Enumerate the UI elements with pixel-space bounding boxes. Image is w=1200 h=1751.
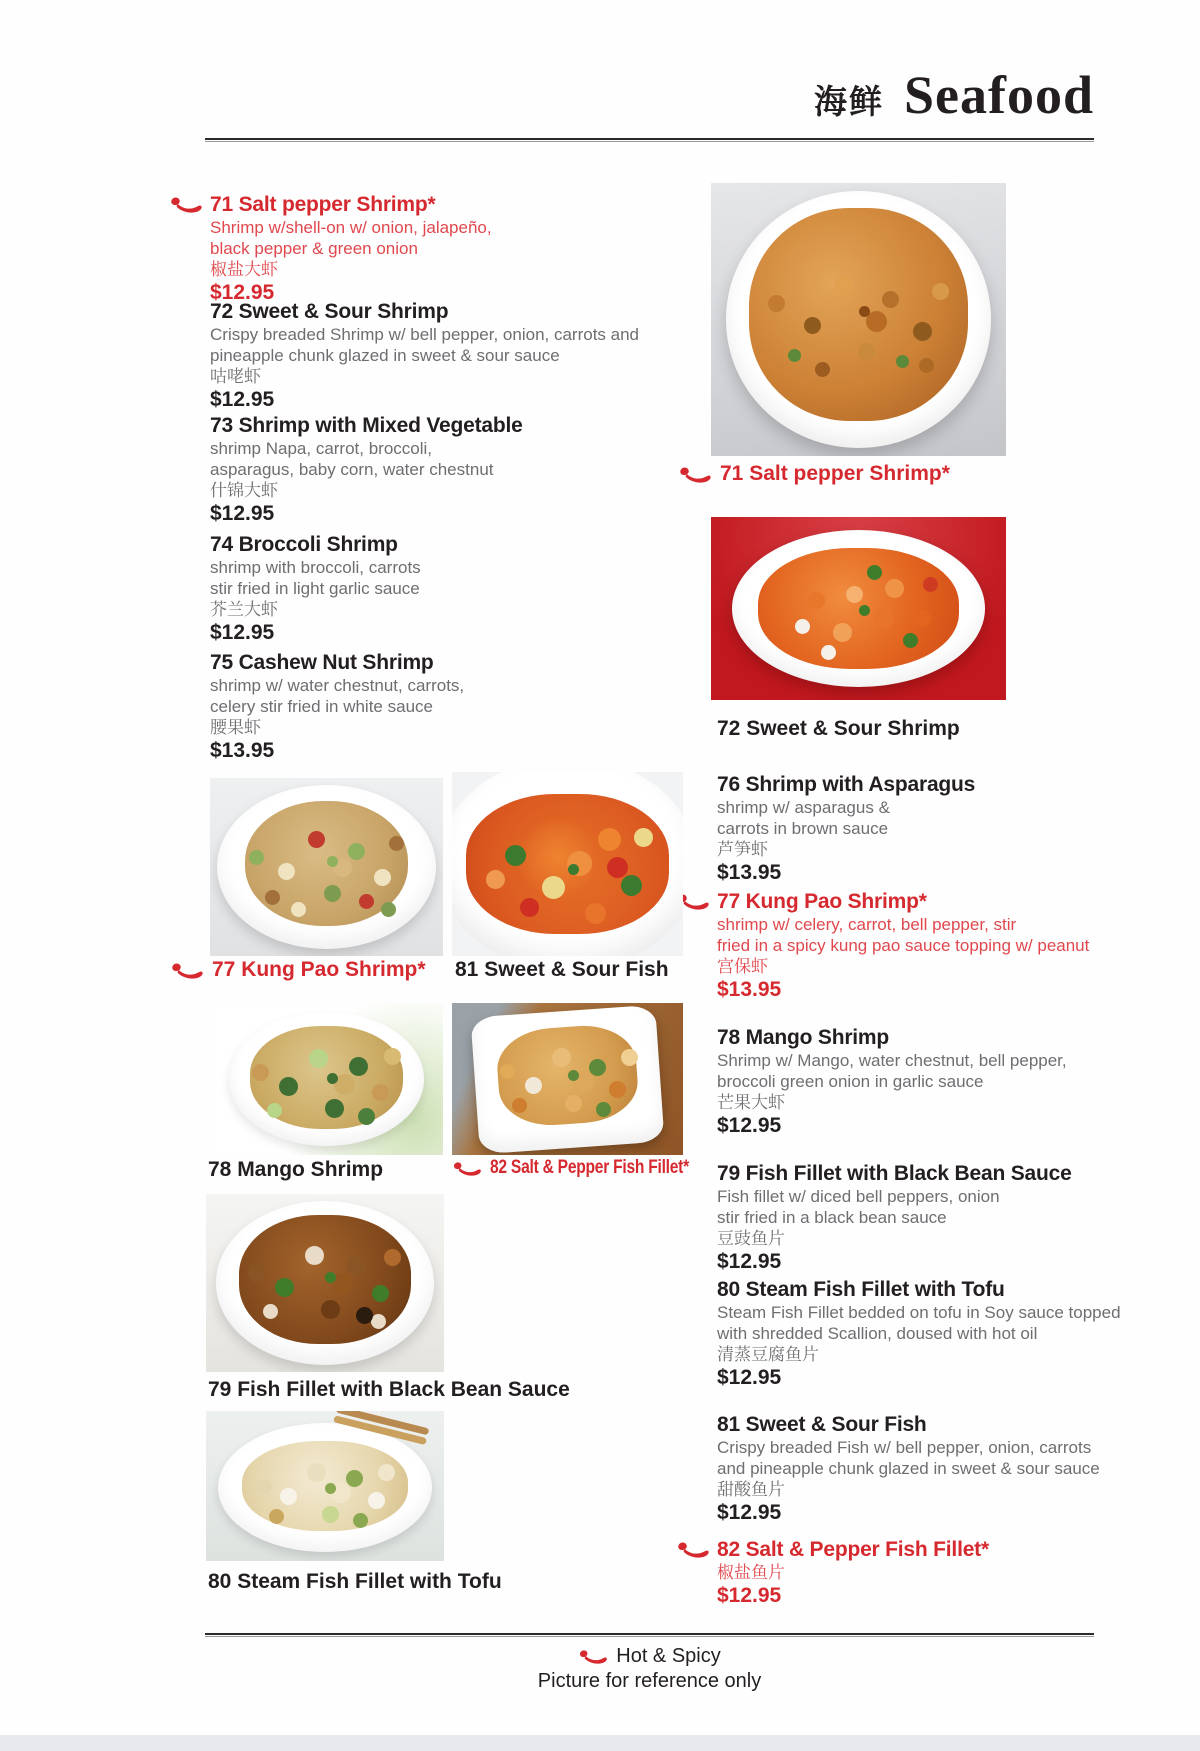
photo-caption-77 bbox=[170, 958, 426, 982]
item-title: 81 Sweet & Sour Fish bbox=[717, 1413, 927, 1436]
item-desc: Shrimp w/ Mango, water chestnut, bell pepper, bbox=[717, 1051, 1067, 1070]
photo-caption-78 bbox=[208, 1158, 383, 1182]
item-title: 79 Fish Fillet with Black Bean Sauce bbox=[717, 1162, 1072, 1185]
menu-item-71 bbox=[210, 192, 650, 305]
chili-icon bbox=[578, 1648, 608, 1665]
item-title: 73 Shrimp with Mixed Vegetable bbox=[210, 414, 523, 437]
item-title: 82 Salt & Pepper Fish Fillet* bbox=[717, 1538, 989, 1561]
caption-text: 71 Salt pepper Shrimp* bbox=[720, 462, 950, 485]
menu-item-75 bbox=[210, 650, 650, 763]
item-desc: shrimp w/ celery, carrot, bell pepper, stir bbox=[717, 915, 1017, 934]
footer-divider bbox=[205, 1633, 1094, 1637]
item-desc: broccoli green onion in garlic sauce bbox=[717, 1072, 984, 1091]
caption-text: 77 Kung Pao Shrimp* bbox=[212, 958, 426, 981]
item-title: 77 Kung Pao Shrimp* bbox=[717, 890, 927, 913]
photo-caption-79 bbox=[208, 1378, 570, 1402]
item-desc: Fish fillet w/ diced bell peppers, onion bbox=[717, 1187, 1000, 1206]
item-desc: Shrimp w/shell-on w/ onion, jalapeño, bbox=[210, 218, 492, 237]
photo-decor-bits bbox=[327, 1073, 338, 1084]
item-chinese-name: 腰果虾 bbox=[210, 718, 261, 737]
item-title: 75 Cashew Nut Shrimp bbox=[210, 651, 434, 674]
item-price: $12.95 bbox=[717, 1114, 782, 1137]
item-title: 78 Mango Shrimp bbox=[717, 1026, 890, 1049]
chili-icon bbox=[452, 1160, 482, 1177]
item-desc: and pineapple chunk glazed in sweet & sour sauce bbox=[717, 1459, 1100, 1478]
menu-item-76 bbox=[717, 772, 1157, 885]
photo-decor-food bbox=[749, 208, 967, 421]
page-header bbox=[814, 64, 1094, 126]
photo-fish-fillet-black-bean bbox=[206, 1194, 444, 1372]
item-chinese-name: 什锦大虾 bbox=[210, 481, 278, 500]
item-desc: shrimp Napa, carrot, broccoli, bbox=[210, 439, 433, 458]
reference-note: Picture for reference only bbox=[537, 1670, 762, 1692]
hot-spicy-legend bbox=[205, 1645, 1094, 1668]
item-desc: shrimp w/ water chestnut, carrots, bbox=[210, 676, 465, 695]
photo-sweet-sour-fish bbox=[452, 772, 683, 956]
caption-text: 81 Sweet & Sour Fish bbox=[455, 958, 669, 981]
photo-kung-pao-shrimp bbox=[210, 778, 443, 956]
page-title-chinese: 海鲜 bbox=[813, 85, 884, 121]
item-title: 80 Steam Fish Fillet with Tofu bbox=[717, 1278, 1005, 1301]
photo-sweet-sour-shrimp bbox=[711, 517, 1006, 700]
photo-decor-food bbox=[466, 794, 669, 934]
item-desc: carrots in brown sauce bbox=[717, 819, 889, 838]
menu-item-73 bbox=[210, 413, 650, 526]
item-price: $12.95 bbox=[210, 621, 275, 644]
item-chinese-name: 甜酸鱼片 bbox=[717, 1480, 785, 1499]
item-desc: shrimp w/ asparagus & bbox=[717, 798, 890, 817]
caption-text: 82 Salt & Pepper Fish Fillet* bbox=[490, 1157, 689, 1178]
item-price: $12.95 bbox=[210, 281, 275, 304]
item-chinese-name: 宫保虾 bbox=[717, 957, 768, 976]
menu-item-74 bbox=[210, 532, 650, 645]
item-price: $12.95 bbox=[210, 502, 275, 525]
menu-item-82 bbox=[717, 1537, 1157, 1608]
item-price: $12.95 bbox=[717, 1584, 782, 1607]
item-chinese-name: 椒盐鱼片 bbox=[717, 1563, 785, 1582]
photo-caption-80 bbox=[208, 1570, 502, 1594]
item-desc: Crispy breaded Fish w/ bell pepper, onion, carrots bbox=[717, 1438, 1092, 1457]
photo-decor-bits bbox=[568, 1070, 579, 1081]
caption-text: 72 Sweet & Sour Shrimp bbox=[717, 717, 960, 740]
photo-decor-bits bbox=[859, 605, 870, 616]
menu-item-79 bbox=[717, 1161, 1157, 1274]
item-title: 76 Shrimp with Asparagus bbox=[717, 773, 976, 796]
item-price: $12.95 bbox=[717, 1501, 782, 1524]
photo-salt-pepper-fish-fillet bbox=[452, 1003, 683, 1155]
menu-item-77 bbox=[717, 889, 1157, 1002]
item-chinese-name: 豆豉鱼片 bbox=[717, 1229, 785, 1248]
hot-spicy-label: Hot & Spicy bbox=[616, 1645, 721, 1667]
scan-edge bbox=[0, 1735, 1200, 1751]
menu-item-80 bbox=[717, 1277, 1157, 1390]
item-desc: black pepper & green onion bbox=[210, 239, 418, 258]
item-desc: asparagus, baby corn, water chestnut bbox=[210, 460, 494, 479]
chili-icon bbox=[170, 961, 204, 980]
item-chinese-name: 椒盐大虾 bbox=[210, 260, 278, 279]
item-chinese-name: 芒果大虾 bbox=[717, 1093, 785, 1112]
photo-caption-72 bbox=[717, 717, 960, 741]
footer bbox=[205, 1645, 1094, 1693]
item-desc: with shredded Scallion, doused with hot oil bbox=[717, 1324, 1038, 1343]
item-desc: celery stir fried in white sauce bbox=[210, 697, 433, 716]
item-title: 72 Sweet & Sour Shrimp bbox=[210, 300, 449, 323]
caption-text: 80 Steam Fish Fillet with Tofu bbox=[208, 1570, 502, 1593]
item-chinese-name: 芥兰大虾 bbox=[210, 600, 278, 619]
item-title: 74 Broccoli Shrimp bbox=[210, 533, 398, 556]
chili-icon bbox=[169, 195, 203, 214]
chili-icon bbox=[678, 465, 712, 484]
item-price: $13.95 bbox=[210, 739, 275, 762]
photo-salt-pepper-shrimp bbox=[711, 183, 1006, 456]
photo-caption-71 bbox=[678, 462, 950, 486]
item-chinese-name: 清蒸豆腐鱼片 bbox=[717, 1345, 819, 1364]
item-desc: stir fried in light garlic sauce bbox=[210, 579, 420, 598]
photo-decor-bits bbox=[859, 306, 870, 317]
item-price: $12.95 bbox=[717, 1250, 782, 1273]
photo-decor-bits bbox=[327, 856, 338, 867]
photo-caption-81 bbox=[455, 958, 669, 982]
item-price: $13.95 bbox=[717, 861, 782, 884]
item-price: $13.95 bbox=[717, 978, 782, 1001]
photo-caption-82 bbox=[452, 1157, 733, 1179]
photo-mango-shrimp bbox=[210, 1003, 443, 1155]
item-desc: shrimp with broccoli, carrots bbox=[210, 558, 421, 577]
menu-item-72 bbox=[210, 299, 650, 412]
photo-steam-fish-fillet-tofu bbox=[206, 1411, 444, 1561]
header-divider bbox=[205, 138, 1094, 142]
item-desc: fried in a spicy kung pao sauce topping w/ peanut bbox=[717, 936, 1090, 955]
item-price: $12.95 bbox=[717, 1366, 782, 1389]
menu-item-78 bbox=[717, 1025, 1157, 1138]
caption-text: 78 Mango Shrimp bbox=[208, 1158, 384, 1181]
chili-icon bbox=[676, 1540, 710, 1559]
item-chinese-name: 咕咾虾 bbox=[210, 367, 261, 386]
item-desc: pineapple chunk glazed in sweet & sour sauce bbox=[210, 346, 560, 365]
menu-item-81 bbox=[717, 1412, 1157, 1525]
item-price: $12.95 bbox=[210, 388, 275, 411]
page-title: Seafood bbox=[903, 65, 1094, 125]
photo-decor-bits bbox=[325, 1483, 336, 1494]
item-title: 71 Salt pepper Shrimp* bbox=[210, 193, 436, 216]
item-desc: Crispy breaded Shrimp w/ bell pepper, onion, carrots and bbox=[210, 325, 640, 344]
item-chinese-name: 芦笋虾 bbox=[717, 840, 768, 859]
caption-text: 79 Fish Fillet with Black Bean Sauce bbox=[208, 1378, 570, 1401]
item-desc: Steam Fish Fillet bedded on tofu in Soy sauce topped bbox=[717, 1303, 1121, 1322]
photo-decor-bits bbox=[568, 864, 579, 875]
item-desc: stir fried in a black bean sauce bbox=[717, 1208, 947, 1227]
